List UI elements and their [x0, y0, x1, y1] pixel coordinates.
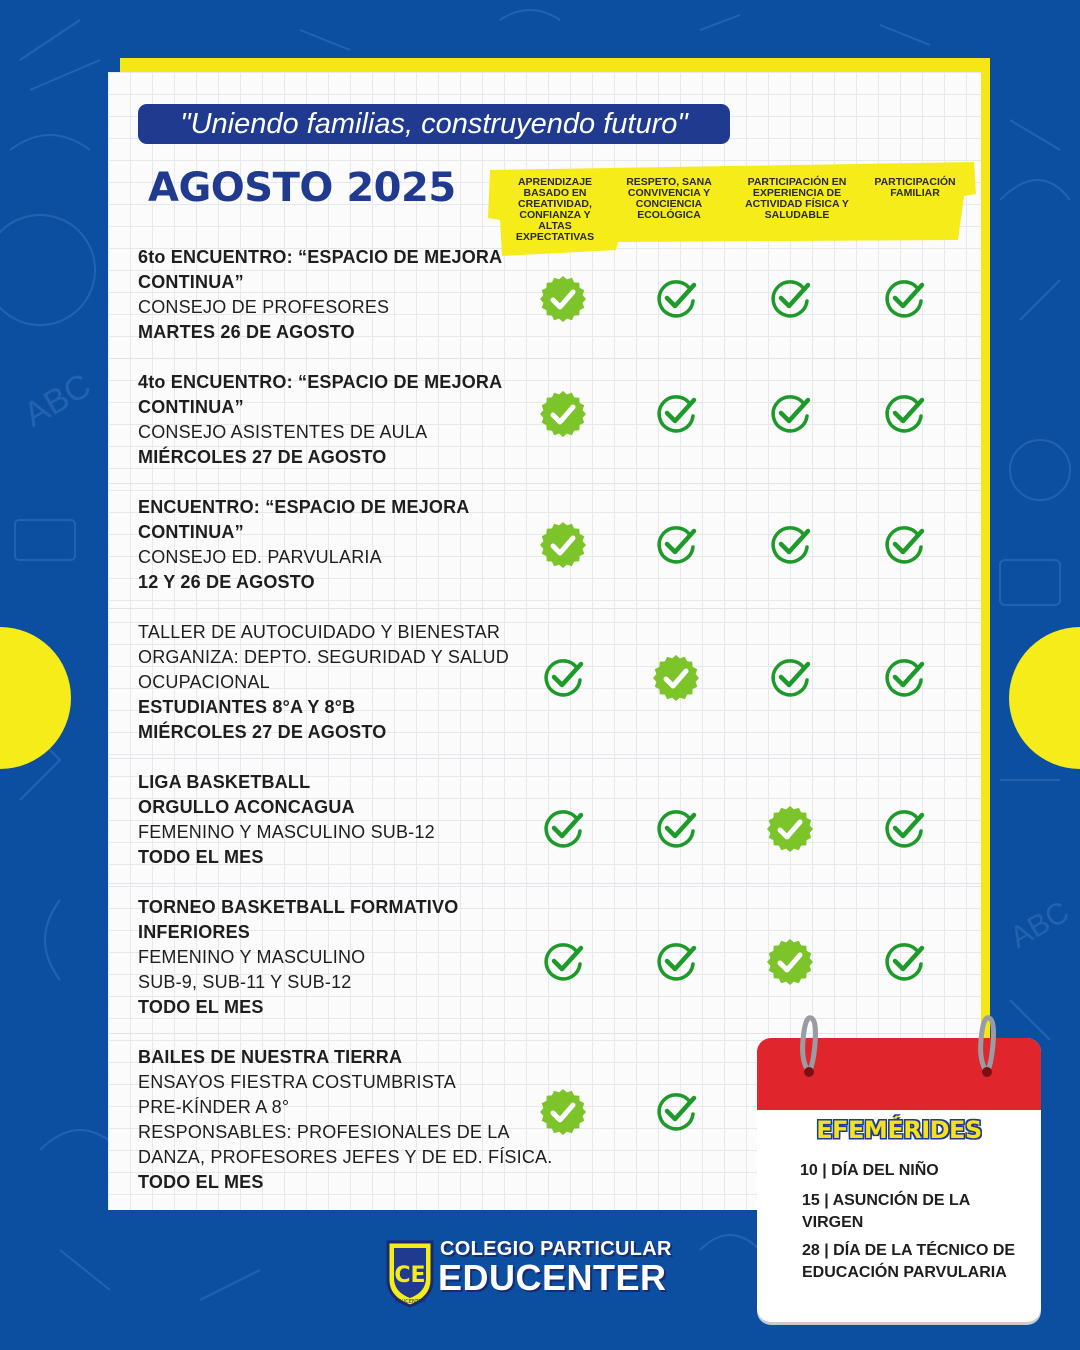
efemeride-item: 28 | DÍA DE LA TÉCNICO DE EDUCACIÓN PARVULARIA [802, 1242, 1016, 1281]
check-filled-icon [539, 275, 587, 323]
check-outline-icon [652, 275, 700, 323]
activity-line: OCUPACIONAL [138, 672, 270, 692]
activity-line: TODO EL MES [138, 847, 264, 867]
activity-line: MARTES 26 DE AGOSTO [138, 322, 355, 342]
efemeride-item: 10 | DÍA DEL NIÑO [800, 1162, 939, 1179]
svg-text:ABC: ABC [1004, 895, 1075, 955]
activity-line: BAILES DE NUESTRA TIERRA [138, 1047, 403, 1067]
activity-description [138, 770, 435, 870]
logo-line1: COLEGIO PARTICULAR [440, 1238, 672, 1260]
check-outline-icon [766, 390, 814, 438]
column-header-family: PARTICIPACIÓN FAMILIAR [874, 176, 956, 199]
activity-line: 12 Y 26 DE AGOSTO [138, 572, 315, 592]
row-divider [108, 358, 981, 359]
activity-line: FEMENINO Y MASCULINO SUB-12 [138, 822, 435, 842]
activity-line: TALLER DE AUTOCUIDADO Y BIENESTAR [138, 622, 501, 642]
activity-line: CONTINUA” [138, 522, 244, 542]
activity-line: INFERIORES [138, 922, 251, 942]
activity-line: RESPONSABLES: PROFESIONALES DE LA [138, 1122, 510, 1142]
activity-line: DANZA, PROFESORES JEFES Y DE ED. FÍSICA. [138, 1147, 553, 1167]
check-outline-icon [539, 938, 587, 986]
activity-line: CONTINUA” [138, 272, 244, 292]
row-divider [108, 483, 981, 484]
efemerides-title: EFEMÉRIDES [816, 1116, 982, 1144]
efemeride-item: 15 | ASUNCIÓN DE LA VIRGEN [802, 1192, 970, 1231]
check-outline-icon [766, 521, 814, 569]
activity-line: 4to ENCUENTRO: “ESPACIO DE MEJORA [138, 372, 503, 392]
activity-line: CONTINUA” [138, 397, 244, 417]
row-divider [108, 883, 981, 884]
activity-line: TODO EL MES [138, 997, 264, 1017]
activity-line: ENSAYOS FIESTRA COSTUMBRISTA [138, 1072, 456, 1092]
check-outline-icon [766, 275, 814, 323]
check-filled-icon [766, 938, 814, 986]
check-filled-icon [539, 1088, 587, 1136]
activity-line: LIGA BASKETBALL [138, 772, 311, 792]
activity-line: TODO EL MES [138, 1172, 264, 1192]
page-title: AGOSTO 2025 [148, 165, 456, 211]
activity-line: FEMENINO Y MASCULINO [138, 947, 366, 967]
check-outline-icon [539, 805, 587, 853]
check-filled-icon [539, 521, 587, 569]
check-outline-icon [880, 654, 928, 702]
svg-text:ABC: ABC [17, 366, 98, 435]
row-divider [108, 758, 981, 759]
activity-line: CONSEJO ED. PARVULARIA [138, 547, 382, 567]
activity-description [138, 370, 502, 470]
activity-line: PRE-KÍNDER A 8° [138, 1097, 290, 1117]
check-outline-icon [880, 275, 928, 323]
check-outline-icon [880, 805, 928, 853]
logo-line2: EDUCENTER [438, 1257, 667, 1298]
activity-line: ORGANIZA: DEPTO. SEGURIDAD Y SALUD [138, 647, 509, 667]
check-outline-icon [880, 390, 928, 438]
activity-line: CONSEJO ASISTENTES DE AULA [138, 422, 428, 442]
activity-line: 6to ENCUENTRO: “ESPACIO DE MEJORA [138, 247, 503, 267]
check-outline-icon [539, 654, 587, 702]
activity-line: MIÉRCOLES 27 DE AGOSTO [138, 447, 387, 467]
column-header-physical-activity: PARTICIPACIÓN EN EXPERIENCIA DE ACTIVIDAD FÍSICA Y SALUDABLE [745, 176, 849, 221]
efemerides-calendar [757, 1038, 1041, 1322]
activity-line: ORGULLO ACONCAGUA [138, 797, 355, 817]
row-divider [108, 608, 981, 609]
slogan-banner: "Uniendo familias, construyendo futuro" [138, 104, 730, 144]
check-outline-icon [652, 390, 700, 438]
logo-monogram: CE [394, 1263, 426, 1288]
calendar-rings-icon [757, 1010, 1041, 1080]
activity-line: TORNEO BASKETBALL FORMATIVO [138, 897, 459, 917]
activity-line: ESTUDIANTES 8°A Y 8°B [138, 697, 356, 717]
activity-description [138, 245, 502, 345]
check-filled-icon [539, 390, 587, 438]
check-outline-icon [652, 1088, 700, 1136]
check-outline-icon [880, 521, 928, 569]
column-header-learning: APRENDIZAJE BASADO EN CREATIVIDAD, CONFIANZA Y ALTAS EXPECTATIVAS [515, 176, 595, 243]
activity-line: CONSEJO DE PROFESORES [138, 297, 390, 317]
activity-description [138, 620, 509, 745]
check-outline-icon [652, 805, 700, 853]
check-outline-icon [652, 938, 700, 986]
check-outline-icon [880, 938, 928, 986]
activity-line: MIÉRCOLES 27 DE AGOSTO [138, 722, 387, 742]
column-header-respect: RESPETO, SANA CONVIVENCIA Y CONCIENCIA ECOLÓGICA [626, 176, 712, 221]
logo-ring-text: EDUCENTER [394, 1299, 426, 1305]
check-filled-icon [652, 654, 700, 702]
check-outline-icon [766, 654, 814, 702]
check-outline-icon [652, 521, 700, 569]
activity-line: ENCUENTRO: “ESPACIO DE MEJORA [138, 497, 470, 517]
calendar-page [757, 1038, 1041, 1322]
activity-description [138, 495, 470, 595]
activity-line: SUB-9, SUB-11 Y SUB-12 [138, 972, 352, 992]
activity-description [138, 1045, 552, 1195]
check-filled-icon [766, 805, 814, 853]
activity-description [138, 895, 458, 1020]
